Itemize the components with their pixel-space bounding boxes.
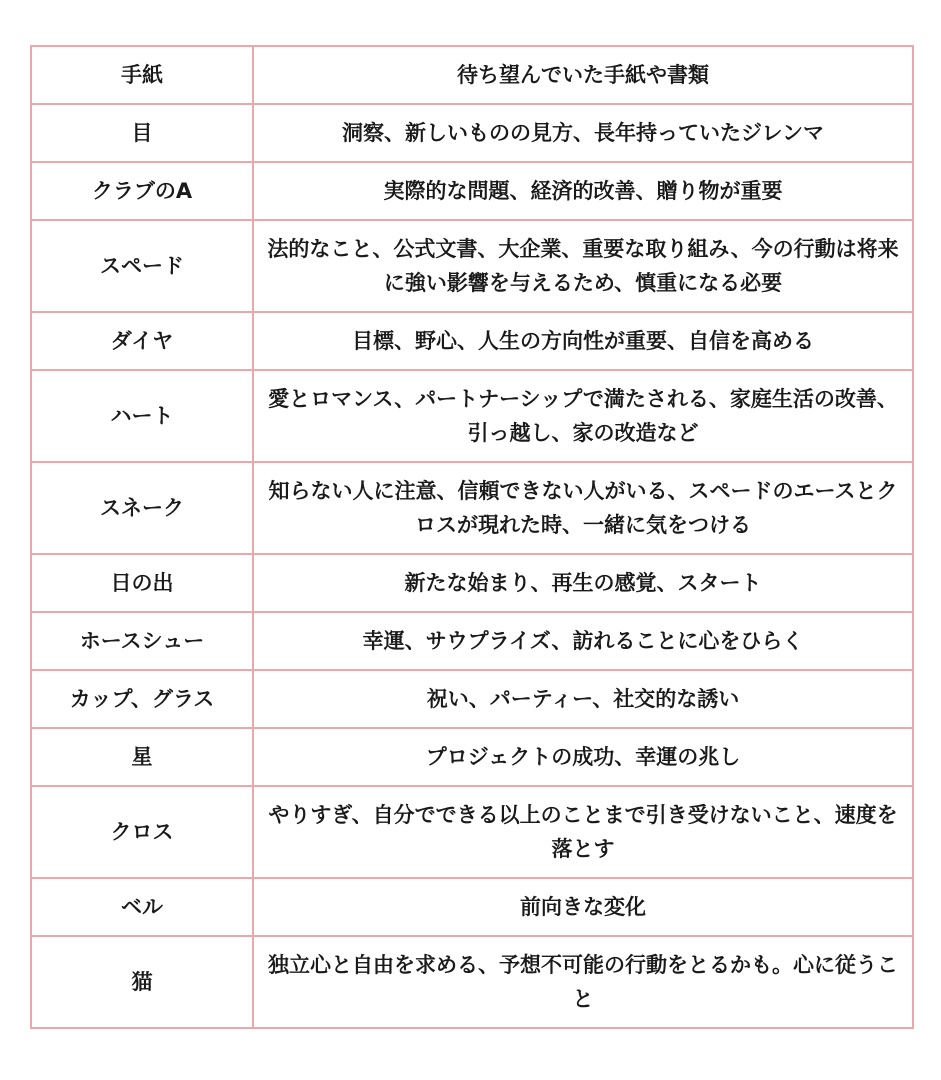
symbol-cell: ハート <box>31 370 253 462</box>
meaning-cell: 法的なこと、公式文書、大企業、重要な取り組み、今の行動は将来に強い影響を与えるため、慎重になる必要 <box>253 220 913 312</box>
table-row <box>31 462 913 554</box>
symbol-cell: 手紙 <box>31 46 253 104</box>
table-row <box>31 786 913 878</box>
table-row <box>31 612 913 670</box>
symbol-cell: ベル <box>31 878 253 936</box>
table-row <box>31 878 913 936</box>
meaning-cell: 祝い、パーティー、社交的な誘い <box>253 670 913 728</box>
table-row <box>31 728 913 786</box>
meaning-cell: 独立心と自由を求める、予想不可能の行動をとるかも。心に従うこと <box>253 936 913 1028</box>
meaning-cell: プロジェクトの成功、幸運の兆し <box>253 728 913 786</box>
table-body <box>31 46 913 1028</box>
table-row <box>31 312 913 370</box>
symbol-cell: スネーク <box>31 462 253 554</box>
symbol-cell: 星 <box>31 728 253 786</box>
symbol-cell: 目 <box>31 104 253 162</box>
symbol-cell: クラブのA <box>31 162 253 220</box>
meaning-cell: 新たな始まり、再生の感覚、スタート <box>253 554 913 612</box>
meaning-cell: 幸運、サウプライズ、訪れることに心をひらく <box>253 612 913 670</box>
table-row <box>31 670 913 728</box>
meaning-cell: 愛とロマンス、パートナーシップで満たされる、家庭生活の改善、引っ越し、家の改造など <box>253 370 913 462</box>
meaning-cell: 目標、野心、人生の方向性が重要、自信を高める <box>253 312 913 370</box>
table-row <box>31 220 913 312</box>
symbol-cell: 猫 <box>31 936 253 1028</box>
meaning-cell: 洞察、新しいものの見方、長年持っていたジレンマ <box>253 104 913 162</box>
symbol-cell: クロス <box>31 786 253 878</box>
table-row <box>31 162 913 220</box>
meaning-cell: やりすぎ、自分でできる以上のことまで引き受けないこと、速度を落とす <box>253 786 913 878</box>
symbol-cell: カップ、グラス <box>31 670 253 728</box>
meaning-cell: 知らない人に注意、信頼できない人がいる、スペードのエースとクロスが現れた時、一緒に気をつける <box>253 462 913 554</box>
meaning-cell: 前向きな変化 <box>253 878 913 936</box>
table-row <box>31 554 913 612</box>
table-row <box>31 370 913 462</box>
table-row <box>31 46 913 104</box>
meaning-cell: 待ち望んでいた手紙や書類 <box>253 46 913 104</box>
symbol-cell: 日の出 <box>31 554 253 612</box>
symbol-cell: スペード <box>31 220 253 312</box>
symbol-meaning-table <box>30 45 914 1029</box>
meaning-cell: 実際的な問題、経済的改善、贈り物が重要 <box>253 162 913 220</box>
table-row <box>31 104 913 162</box>
symbol-cell: ホースシュー <box>31 612 253 670</box>
symbol-cell: ダイヤ <box>31 312 253 370</box>
table-row <box>31 936 913 1028</box>
